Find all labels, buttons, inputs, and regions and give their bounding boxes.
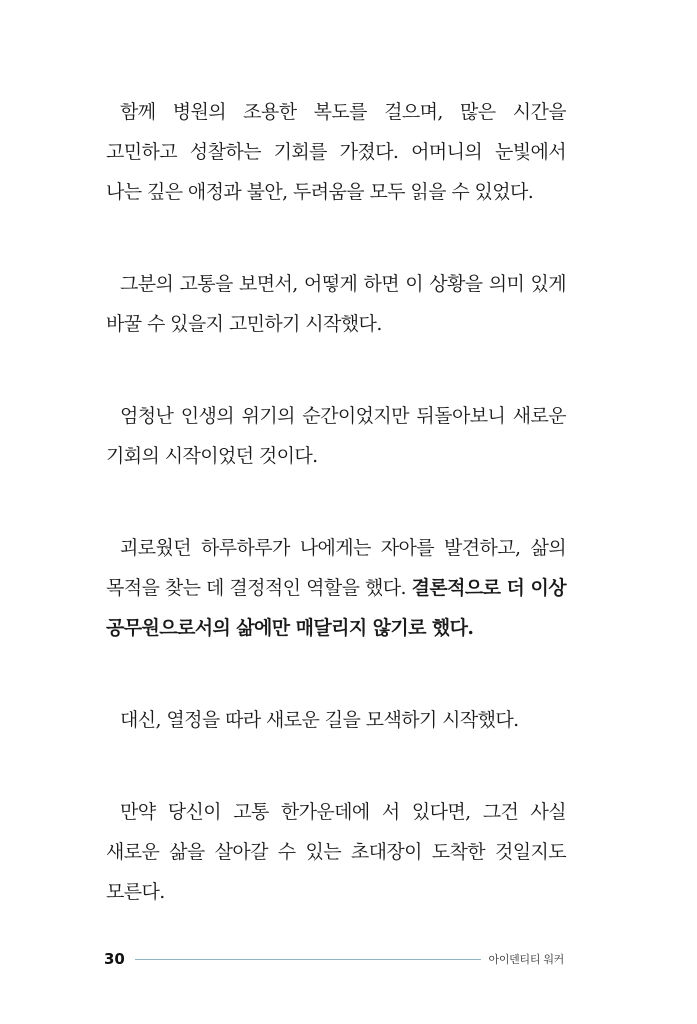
paragraph-2-text: 그분의 고통을 보면서, 어떻게 하면 이 상황을 의미 있게 바꿀 수 있을지 고민하기 시작했다. bbox=[106, 273, 566, 335]
paragraph-5 bbox=[106, 700, 566, 740]
footer-rule bbox=[135, 959, 481, 960]
running-title: 아이덴티티 워커 bbox=[488, 953, 564, 966]
page-number: 30 bbox=[104, 950, 125, 968]
paragraph-4-text: 괴로웠던 하루하루가 나에게는 자아를 발견하고, 삶의 목적을 찾는 데 결정적인 역할을 했다. bbox=[106, 537, 566, 599]
page-footer bbox=[104, 948, 564, 970]
paragraph-6-text: 만약 당신이 고통 한가운데에 서 있다면, 그건 사실 새로운 삶을 살아갈 수 있는 초대장이 도착한 것일지도 모른다. bbox=[106, 801, 566, 903]
paragraph-1-text: 함께 병원의 조용한 복도를 걸으며, 많은 시간을 고민하고 성찰하는 기회를 가졌다. 어머니의 눈빛에서 나는 깊은 애정과 불안, 두려움을 모두 읽을 수 있었다. bbox=[106, 101, 566, 203]
paragraph-1 bbox=[106, 92, 566, 212]
paragraph-4 bbox=[106, 528, 566, 648]
paragraph-5-text: 대신, 열정을 따라 새로운 길을 모색하기 시작했다. bbox=[120, 709, 519, 731]
paragraph-2 bbox=[106, 264, 566, 344]
paragraph-4-emphasis: 결론적으로 더 이상 공무원으로서의 삶에만 매달리지 않기로 했다. bbox=[106, 577, 567, 639]
paragraph-6 bbox=[106, 792, 566, 912]
page-body bbox=[106, 92, 566, 964]
paragraph-3 bbox=[106, 396, 566, 476]
paragraph-3-text: 엄청난 인생의 위기의 순간이었지만 뒤돌아보니 새로운 기회의 시작이었던 것이다. bbox=[106, 405, 566, 467]
